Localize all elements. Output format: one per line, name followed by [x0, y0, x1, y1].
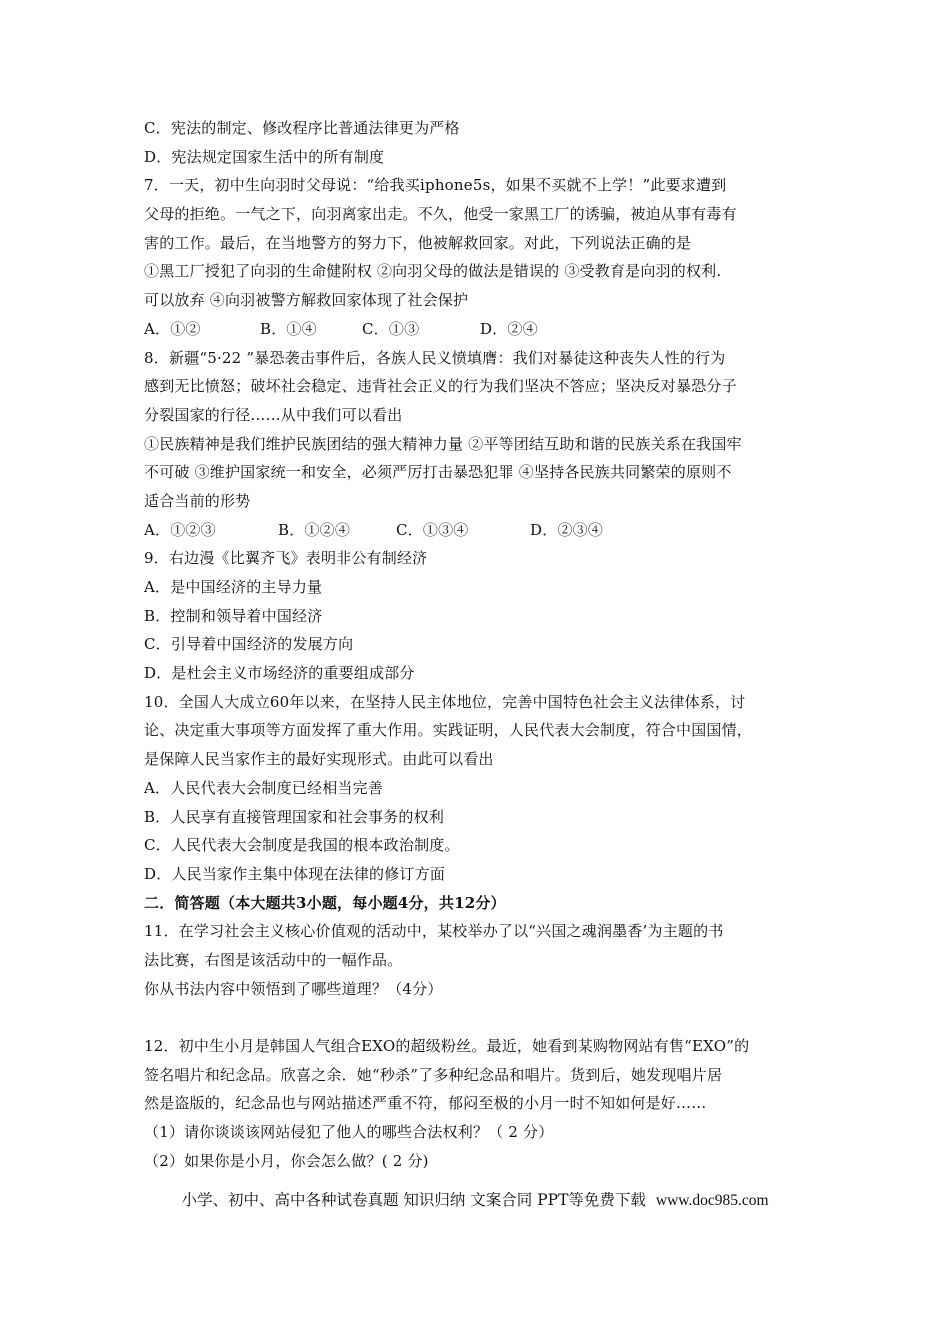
blank-space: [144, 1003, 814, 1032]
question-12: 12．初中生小月是韩国人气组合EXO的超级粉丝。最近，她看到某购物网站有售“EXO”的: [144, 1037, 750, 1055]
option-c: C．①③④: [396, 520, 469, 539]
question-11: 11．在学习社会主义核心价值观的活动中，某校举办了以“兴国之魂润墨香’为主题的书: [144, 922, 724, 941]
question-7: 7．一天，初中生向羽时父母说：“给我买iphone5s，如果不买就不上学！”此要求遭到: [144, 176, 727, 195]
option-line: A．人民代表大会制度已经相当完善: [144, 778, 384, 797]
text-line: 分裂国家的行径……从中我们可以看出: [144, 405, 403, 424]
text-line: 是保障人民当家作主的最好实现形式。由此可以看出: [144, 750, 494, 769]
text-line: ①黑工厂授犯了向羽的生命健附权 ②向羽父母的做法是错误的 ③受教育是向羽的权利.: [144, 262, 722, 281]
option-d: D．②③④: [530, 520, 604, 539]
text-line: 法比赛，右图是该活动中的一幅作品。: [144, 950, 403, 969]
text-line: 害的工作。最后，在当地警方的努力下，他被解救回家。对此，下列说法正确的是: [144, 233, 692, 252]
option-line: C．引导着中国经济的发展方向: [144, 635, 354, 654]
text-line: 然是盗版的，纪念品也与网站描述严重不符，郁闷至极的小月一时不知如何是好……: [144, 1094, 707, 1113]
option-line: B．控制和领导着中国经济: [144, 606, 323, 625]
q8-options: [144, 516, 814, 545]
option-a: A．①②③: [144, 520, 216, 539]
option-line: A．是中国经济的主导力量: [144, 578, 323, 596]
option-d: D．②④: [480, 319, 538, 338]
option-a: A．①②: [144, 319, 201, 338]
text-line: 感到无比愤怒；破坏社会稳定、违背社会正义的行为我们坚决不答应；坚决反对暴恐分子: [144, 377, 737, 396]
option-line: D．人民当家作主集中体现在法律的修订方面: [144, 864, 446, 883]
text-line: 可以放弃 ④向羽被警方解救回家体现了社会保护: [144, 291, 469, 310]
footer-url[interactable]: www.doc985.com: [655, 1192, 769, 1209]
exam-page: [144, 114, 814, 1175]
q7-options: [144, 315, 814, 344]
sub-question: （1）请你谈谈该网站侵犯了他人的哪些合法权利？（ 2 分）: [144, 1123, 554, 1142]
text-line: 论、决定重大事项等方面发挥了重大作用。实践证明，人民代表大会制度，符合中国国情，: [144, 721, 753, 740]
sub-question: （2）如果你是小月，你会怎么做？( 2 分): [144, 1151, 429, 1170]
text-line: D．宪法规定国家生活中的所有制度: [144, 147, 385, 166]
option-b: B．①②④: [278, 520, 351, 539]
text-line: 签名唱片和纪念品。欣喜之余．她“秒杀”了多种纪念品和唱片。货到后，她发现唱片居: [144, 1065, 723, 1084]
text-line: 不可破 ③维护国家统一和安全，必须严厉打击暴恐犯罪 ④坚持各民族共同繁荣的原则不: [144, 463, 732, 482]
question-10: 10．全国人大成立60年以来，在坚持人民主体地位，完善中国特色社会主义法律体系，讨: [144, 692, 746, 711]
text-line: 父母的拒绝。一气之下，向羽离家出走。不久，他受一家黑工厂的诱骗，被迫从事有毒有: [144, 205, 737, 224]
option-c: C．①③: [362, 319, 420, 338]
question-9: 9．右边漫《比翼齐飞》表明非公有制经济: [144, 549, 428, 568]
section-title: 二．简答题（本大题共3小题，每小题4分，共12分）: [144, 893, 506, 912]
question-8: 8．新疆“5·22 ”暴恐袭击事件后，各族人民义愤填膺：我们对暴徒这种丧失人性的行为: [144, 348, 726, 367]
footer-text: 小学、初中、高中各种试卷真题 知识归纳 文案合同 PPT等免费下载: [181, 1191, 646, 1209]
option-line: B．人民享有直接管理国家和社会事务的权利: [144, 807, 445, 826]
text-line: 你从书法内容中领悟到了哪些道理？（4分）: [144, 979, 443, 998]
text-line: 适合当前的形势: [144, 491, 251, 510]
option-line: D．是杜会主义市场经济的重要组成部分: [144, 664, 415, 683]
text-line: C．宪法的制定、修改程序比普通法律更为严格: [144, 119, 460, 137]
text-line: ①民族精神是我们维护民族团结的强大精神力量 ②平等团结互助和谐的民族关系在我国牢: [144, 434, 742, 453]
option-b: B．①④: [260, 319, 317, 338]
option-line: C．人民代表大会制度是我国的根本政治制度。: [144, 836, 460, 855]
page-footer: [0, 1187, 950, 1214]
